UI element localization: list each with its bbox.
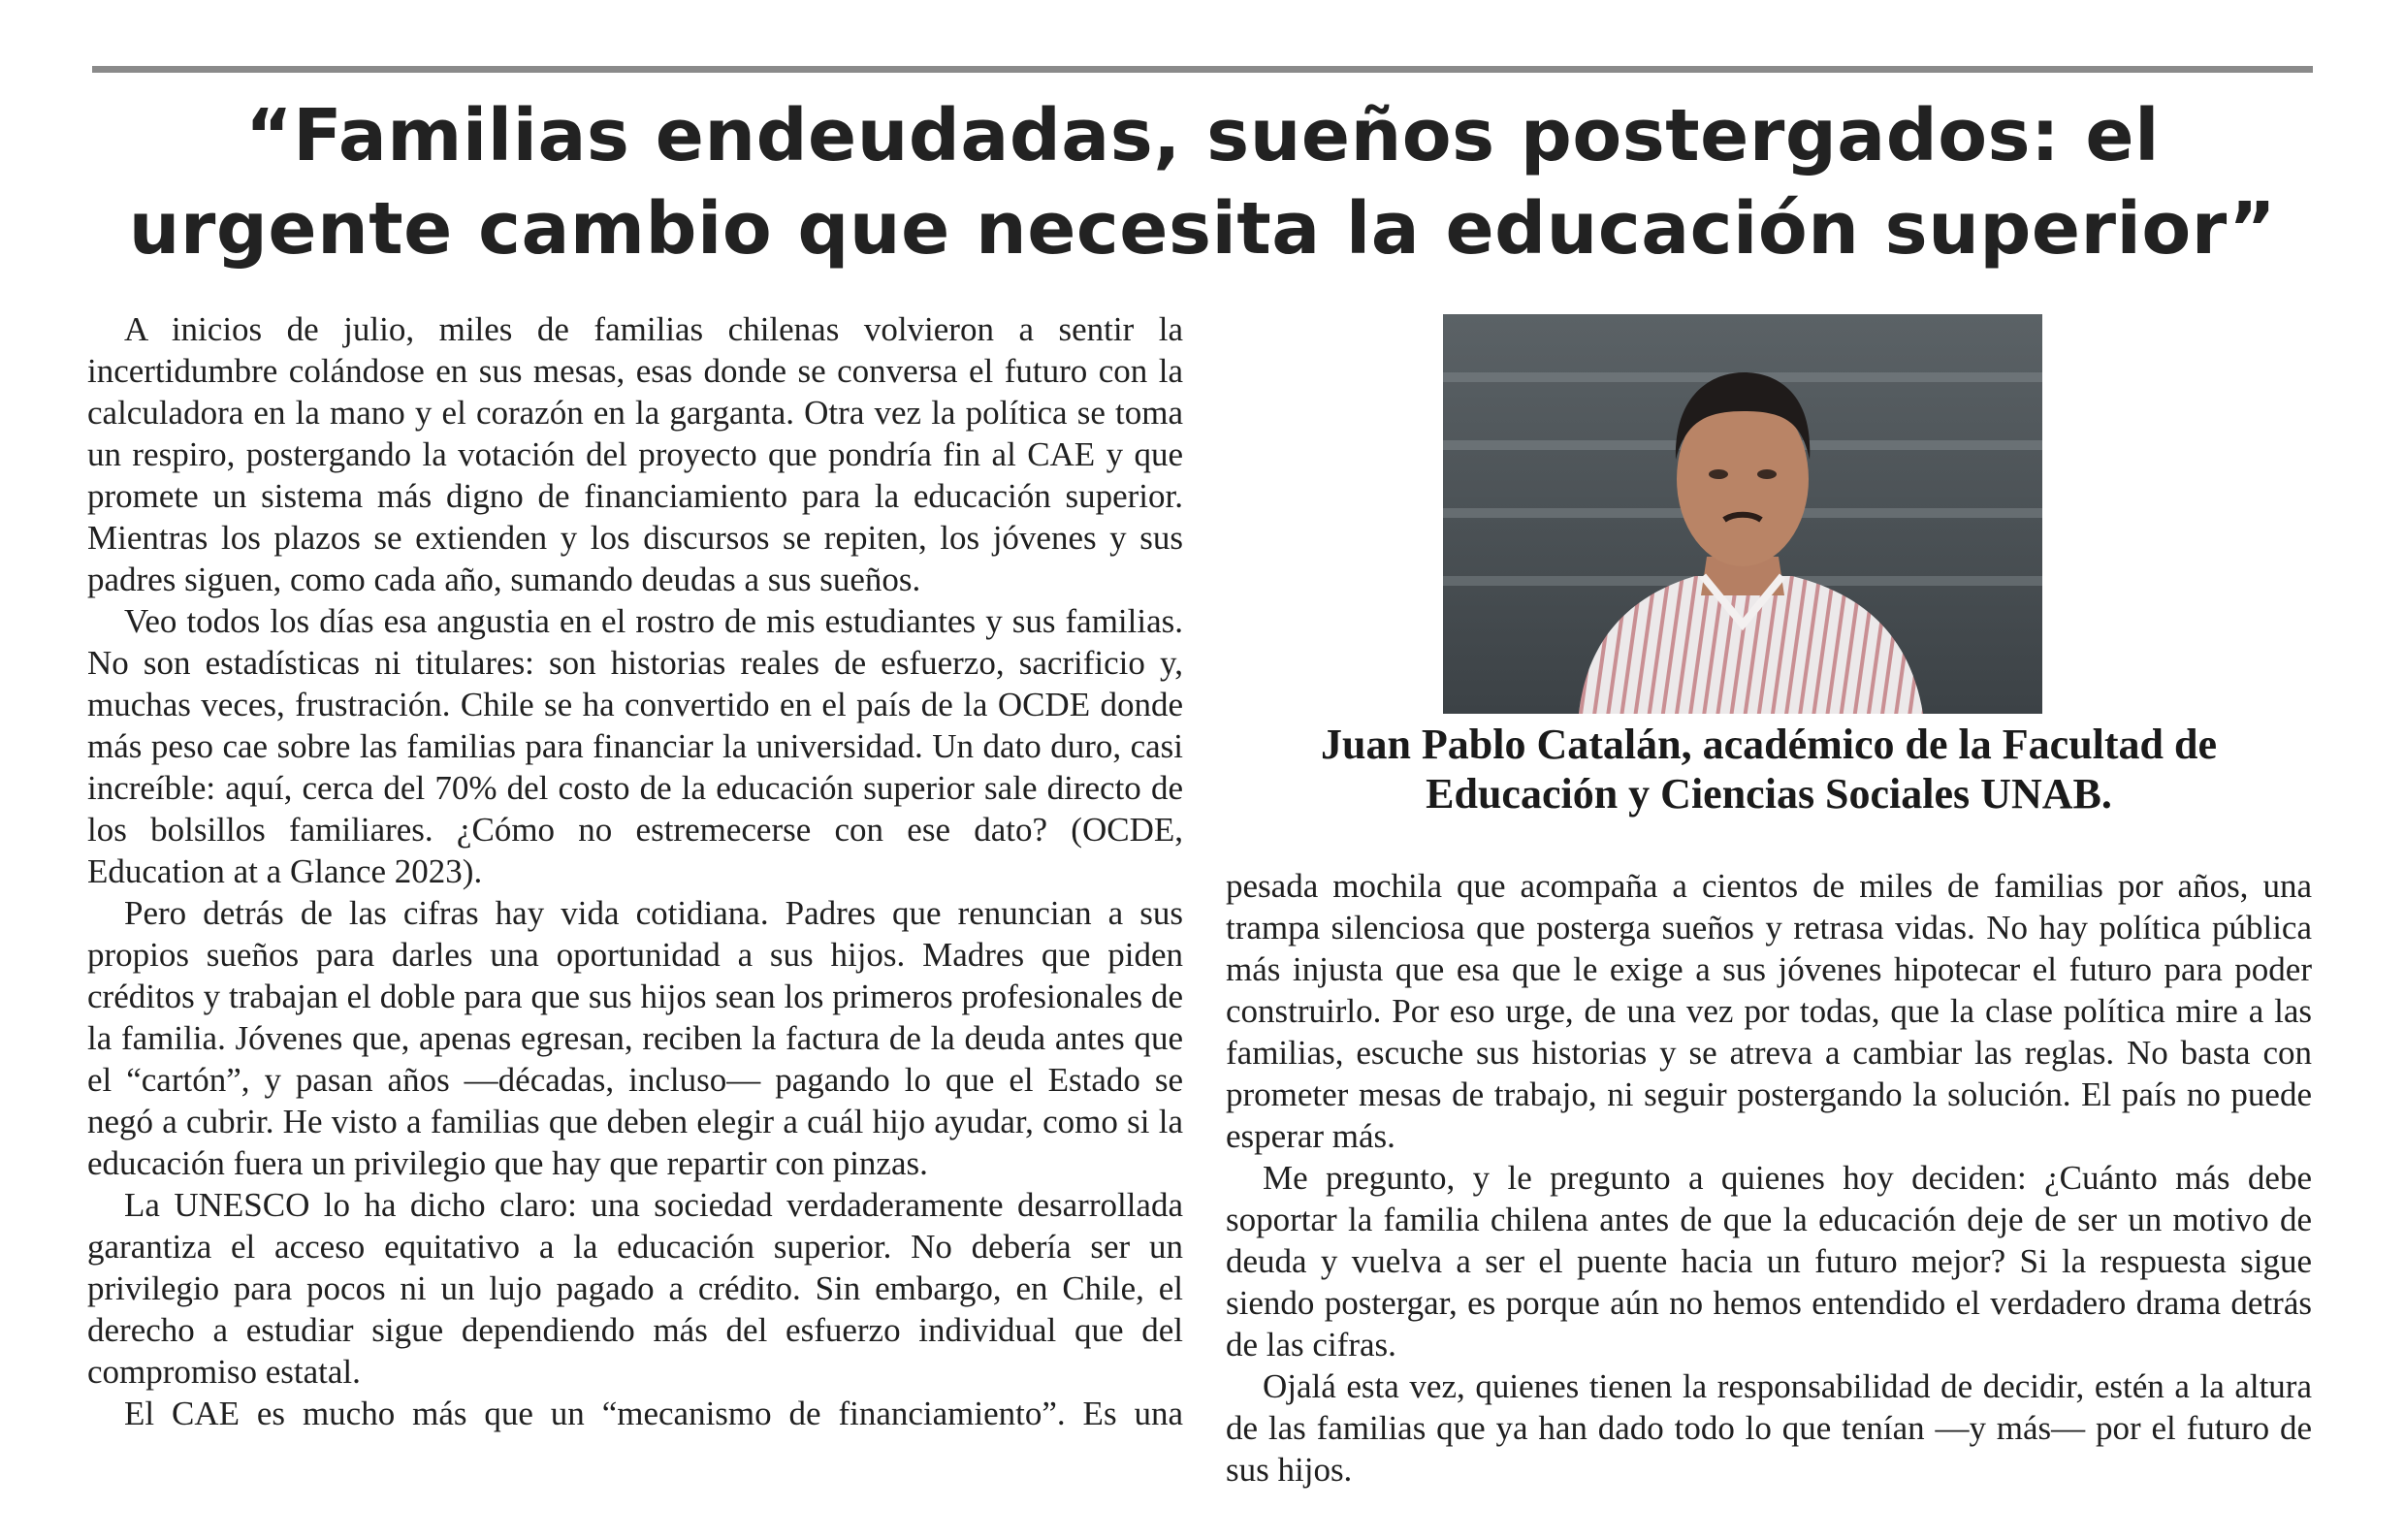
left-column (87, 308, 1183, 1492)
paragraph: A inicios de julio, miles de familias chilenas volvieron a sentir la incertidumbre colándose en sus mesas, esas donde se conversa el futuro con la calculadora en la mano y el corazón en la garganta. Otra vez la política se toma un respiro, postergando la votación del proyecto que pondría fin al CAE y que promete un sistema más digno de financiamiento para la educación superior. Mientras los plazos se extienden y los discursos se repiten, los jóvenes y sus padres siguen, como cada año, sumando deudas a sus sueños. (87, 310, 1183, 598)
author-portrait-image (1443, 314, 2042, 714)
right-column (1226, 865, 2312, 1491)
photo-caption: Juan Pablo Catalán, académico de la Facultad de Educación y Ciencias Sociales UNAB. (1320, 721, 2218, 818)
paragraph: Me pregunto, y le pregunto a quienes hoy deciden: ¿Cuánto más debe soportar la familia chilena antes de que la educación deje de ser un motivo de deuda y vuelva a ser el puente hacia un futuro mejor? Si la respuesta sigue siendo postergar, es porque aún no hemos entendido el verdadero drama detrás de las cifras. (1226, 1159, 2312, 1364)
paragraph: Veo todos los días esa angustia en el rostro de mis estudiantes y sus familias. No son estadísticas ni titulares: son historias reales de esfuerzo, sacrificio y, muchas veces, frustración. Chile se ha convertido en el país de la OCDE donde más peso cae sobre las familias para financiar la universidad. Un dato duro, casi increíble: aquí, cerca del 70% del costo de la educación superior sale directo de los bolsillos familiares. ¿Cómo no estremecerse con ese dato? (OCDE, Education at a Glance 2023). (87, 602, 1183, 890)
paragraph: pesada mochila que acompaña a cientos de miles de familias por años, una trampa silenciosa que posterga sueños y retrasa vidas. No hay política pública más injusta que esa que le exige a sus jóvenes hipotecar el futuro para poder construirlo. Por eso urge, de una vez por todas, que la clase política mire a las familias, escuche sus historias y se atreva a cambiar las reglas. No basta con prometer mesas de trabajo, ni seguir postergando la solución. El país no puede esperar más. (1226, 867, 2312, 1155)
top-rule (92, 66, 2313, 73)
paragraph: La UNESCO lo ha dicho claro: una sociedad verdaderamente desarrollada garantiza el acceso equitativo a la educación superior. No debería ser un privilegio para pocos ni un lujo pagado a crédito. Sin embargo, en Chile, el derecho a estudiar sigue dependiendo más del esfuerzo individual que del compromiso estatal. (87, 1186, 1183, 1391)
author-photo (1443, 314, 2042, 714)
paragraph: Ojalá esta vez, quienes tienen la responsabilidad de decidir, estén a la altura de las familias que ya han dado todo lo que tenían —y más— por el futuro de sus hijos. (1226, 1367, 2312, 1489)
paragraph: Pero detrás de las cifras hay vida cotidiana. Padres que renuncian a sus propios sueños para darles una oportunidad a sus hijos. Madres que piden créditos y trabajan el doble para que sus hijos sean los primeros profesionales de la familia. Jóvenes que, apenas egresan, reciben la factura de la deuda antes que el “cartón”, y pasan años —décadas, incluso— pagando lo que el Estado se negó a cubrir. He visto a familias que deben elegir a cuál hijo ayudar, como si la educación fuera un privilegio que hay que repartir con pinzas. (87, 894, 1183, 1182)
article-headline: “Familias endeudadas, sueños postergados: el urgente cambio que necesita la educación superior” (128, 94, 2277, 271)
paragraph: El CAE es mucho más que un “mecanismo de financiamiento”. Es una (124, 1395, 1183, 1432)
